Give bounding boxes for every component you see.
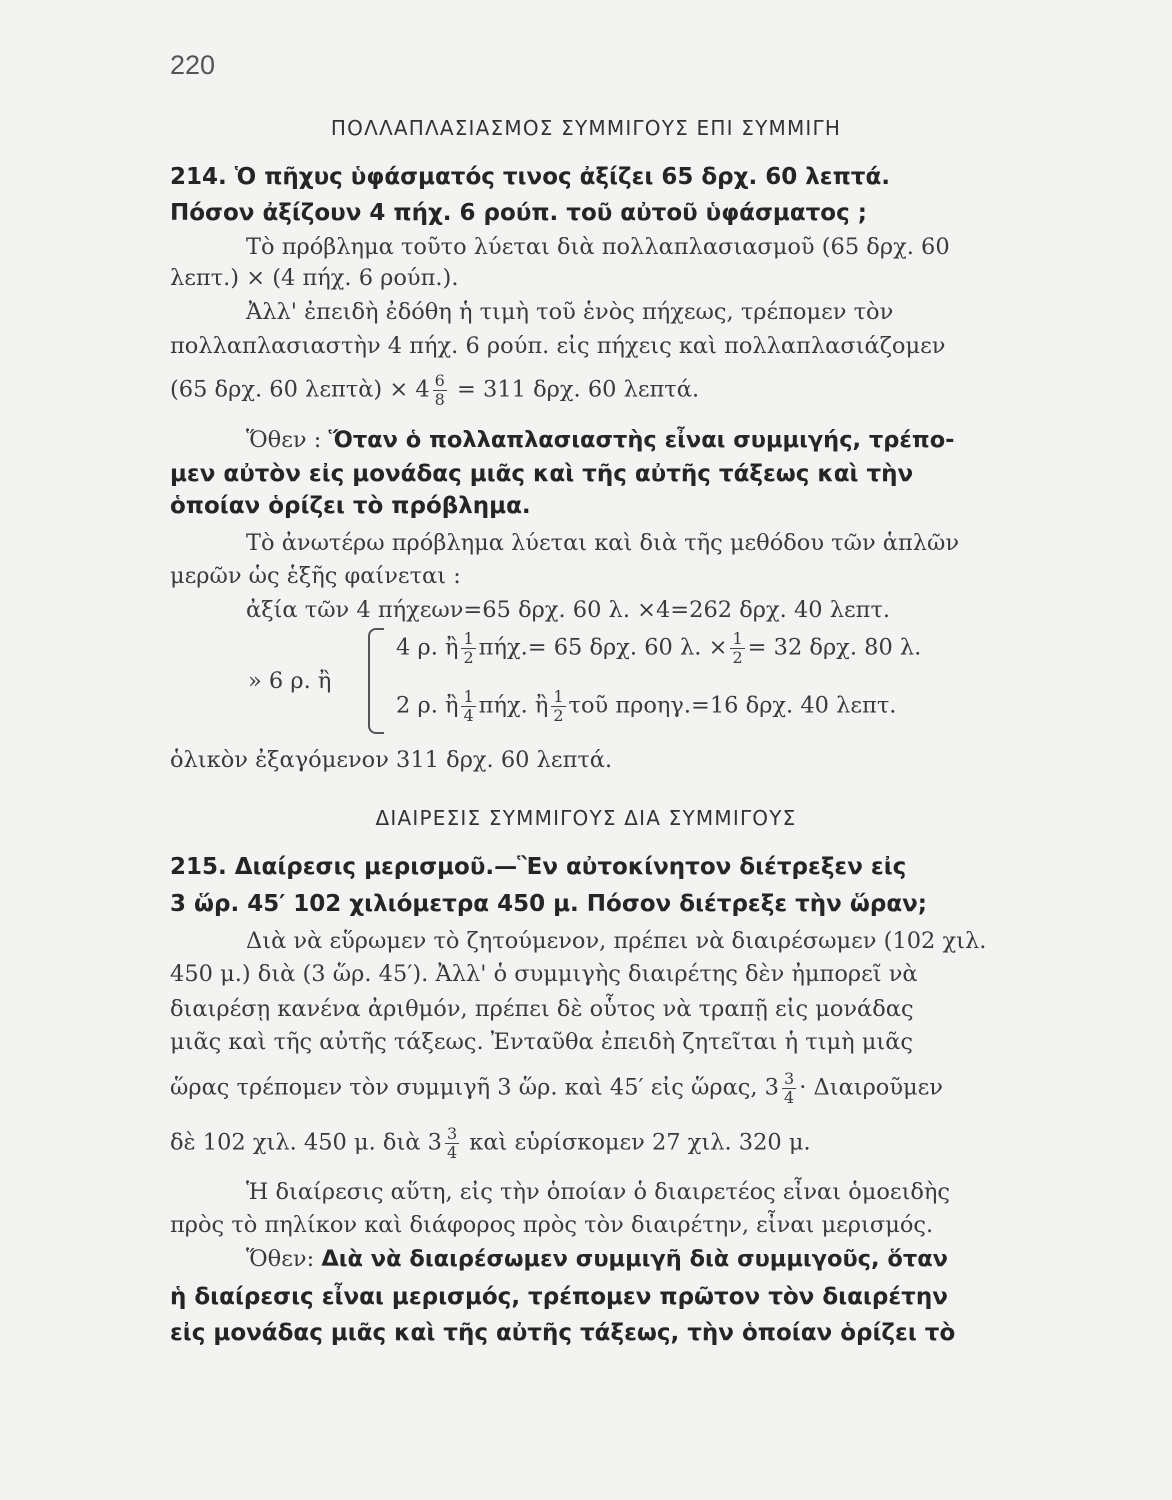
- brace-label: » 6 ρ. ἢ: [248, 668, 332, 694]
- problem-215-line-9: Ἡ διαίρεσις αὕτη, εἰς τὴν ὁποίαν ὁ διαιρετέος εἶναι ὁμοειδὴς: [246, 1179, 951, 1205]
- equation-right: = 311 δρχ. 60 λεπτά.: [457, 376, 700, 403]
- problem-215-line-7: [170, 1070, 1152, 1107]
- rule-line-3: ὁποίαν ὁρίζει τὸ πρόβλημα.: [170, 493, 531, 519]
- fraction: [433, 372, 447, 409]
- brace-row-2: [396, 688, 896, 725]
- fraction: [782, 1070, 796, 1107]
- fraction-denominator: 4: [463, 706, 474, 725]
- section-heading-division: ΔΙΑΙΡΕΣΙΣ ΣΥΜΜΙΓΟΥΣ ΔΙΑ ΣΥΜΜΙΓΟΥΣ: [375, 806, 797, 830]
- equation-left: (65 δρχ. 60 λεπτὰ) × 4: [170, 376, 430, 403]
- brace-row-1-a: 4 ρ. ἢ: [396, 634, 459, 661]
- problem-214-line-12: μερῶν ὡς ἑξῆς φαίνεται :: [170, 563, 461, 589]
- rule-text: Ὅταν ὁ πολλαπλασιαστὴς εἶναι συμμιγής, τρέπο-: [328, 427, 955, 453]
- problem-214-line-13: ἀξία τῶν 4 πήχεων=65 δρχ. 60 λ. ×4=262 δρχ. 40 λεπτ.: [246, 597, 891, 623]
- problem-214-line-11: Τὸ ἀνωτέρω πρόβλημα λύεται καὶ διὰ τῆς μεθόδου τῶν ἁπλῶν: [246, 530, 960, 556]
- fraction-denominator: 8: [434, 390, 445, 409]
- rule-line-2: μεν αὐτὸν εἰς μονάδας μιᾶς καὶ τῆς αὐτῆς τάξεως καὶ τὴν: [170, 461, 914, 487]
- fraction-denominator: 4: [446, 1143, 458, 1162]
- line-7-a: ὥρας τρέπομεν τὸν συμμιγῆ 3 ὥρ. καὶ 45′ εἰς ὥρας, 3: [170, 1074, 779, 1101]
- fraction-numerator: 6: [434, 371, 445, 390]
- problem-215-line-5: διαιρέσῃ κανένα ἀριθμόν, πρέπει δὲ οὗτος νὰ τραπῇ εἰς μονάδας: [170, 996, 914, 1022]
- rule-215-line-3: εἰς μονάδας μιᾶς καὶ τῆς αὐτῆς τάξεως, τὴν ὁποίαν ὁρίζει τὸ: [170, 1320, 956, 1346]
- problem-215-line-10: πρὸς τὸ πηλίκον καὶ διάφορος πρὸς τὸν διαιρέτην, εἶναι μερισμός.: [170, 1212, 934, 1238]
- brace-row-2-b: πήχ. ἢ: [478, 692, 549, 719]
- problem-214-total: ὁλικὸν ἐξαγόμενον 311 δρχ. 60 λεπτά.: [170, 747, 613, 773]
- page-number: 220: [170, 50, 216, 80]
- fraction-denominator: 4: [784, 1088, 795, 1107]
- line-8-a: δὲ 102 χιλ. 450 μ. διὰ 3: [170, 1129, 442, 1156]
- rule-215-line-2: ἡ διαίρεσις εἶναι μερισμός, τρέπομεν πρῶτον τὸν διαιρέτην: [170, 1284, 948, 1310]
- rule-prefix: Ὅθεν:: [246, 1246, 315, 1272]
- fraction-numerator: 1: [463, 629, 474, 648]
- fraction: [551, 688, 565, 725]
- line-7-b: · Διαιροῦμεν: [799, 1074, 943, 1101]
- rule-215-line-1: [246, 1244, 1152, 1274]
- problem-215-line-8: [170, 1125, 1152, 1162]
- fraction-denominator: 2: [553, 706, 564, 725]
- brace-row-1-c: = 32 δρχ. 80 λ.: [747, 634, 922, 661]
- fraction-numerator: 3: [446, 1124, 458, 1143]
- section-heading-multiplication: ΠΟΛΛΑΠΛΑΣΙΑΣΜΟΣ ΣΥΜΜΙΓΟΥΣ ΕΠΙ ΣΥΜΜΙΓΗ: [330, 116, 842, 140]
- problem-214-line-1: 214. Ὁ πῆχυς ὑφάσματός τινος ἀξίζει 65 δρχ. 60 λεπτά.: [170, 164, 890, 190]
- line-8-b: καὶ εὑρίσκομεν 27 χιλ. 320 μ.: [469, 1129, 811, 1156]
- brace-row-1-b: πήχ.= 65 δρχ. 60 λ. ×: [478, 634, 728, 661]
- rule-prefix: Ὅθεν :: [246, 427, 322, 453]
- fraction-numerator: 1: [553, 687, 564, 706]
- problem-214-line-6: πολλαπλασιαστὴν 4 πήχ. 6 ρούπ. εἰς πήχεις καὶ πολλαπλασιάζομεν: [170, 333, 946, 359]
- brace-row-2-a: 2 ρ. ἢ: [396, 692, 459, 719]
- problem-215-line-6: μιᾶς καὶ τῆς αὐτῆς τάξεως. Ἐνταῦθα ἐπειδὴ ζητεῖται ἡ τιμὴ μιᾶς: [170, 1029, 914, 1055]
- fraction-denominator: 2: [732, 648, 743, 667]
- problem-215-line-3: Διὰ νὰ εὕρωμεν τὸ ζητούμενον, πρέπει νὰ διαιρέσωμεν (102 χιλ.: [246, 928, 987, 954]
- problem-214-line-5: Ἀλλ' ἐπειδὴ ἐδόθη ἡ τιμὴ τοῦ ἑνὸς πήχεως, τρέπομεν τὸν: [246, 299, 894, 325]
- problem-214-line-2: Πόσον ἀξίζουν 4 πήχ. 6 ρούπ. τοῦ αὐτοῦ ὑφάσματος ;: [170, 200, 867, 226]
- problem-214-line-3: Τὸ πρόβλημα τοῦτο λύεται διὰ πολλαπλασιασμοῦ (65 δρχ. 60: [246, 234, 950, 260]
- rule-line-1: [246, 425, 1152, 455]
- fraction-numerator: 3: [784, 1069, 795, 1088]
- problem-215-line-2: 3 ὥρ. 45′ 102 χιλιόμετρα 450 μ. Πόσον διέτρεξε τὴν ὥραν;: [170, 891, 927, 917]
- problem-215-line-1: 215. Διαίρεσις μερισμοῦ.—Ἓν αὐτοκίνητον διέτρεξεν εἰς: [170, 854, 907, 880]
- problem-215-line-4: 450 μ.) διὰ (3 ὥρ. 45′). Ἀλλ' ὁ συμμιγὴς διαιρέτης δὲν ἠμπορεῖ νὰ: [170, 961, 918, 987]
- fraction-numerator: 1: [732, 629, 743, 648]
- fraction: [461, 688, 475, 725]
- brace-row-2-c: τοῦ προηγ.=16 δρχ. 40 λεπτ.: [568, 692, 897, 719]
- rule-text: Διὰ νὰ διαιρέσωμεν συμμιγῆ διὰ συμμιγοῦς, ὅταν: [321, 1246, 948, 1272]
- problem-214-equation: [170, 372, 1152, 409]
- fraction: [461, 630, 475, 667]
- fraction: [730, 630, 744, 667]
- fraction-numerator: 1: [463, 687, 474, 706]
- brace-row-1: [396, 630, 921, 667]
- fraction-denominator: 2: [463, 648, 474, 667]
- fraction: [445, 1125, 459, 1162]
- left-brace: [368, 628, 384, 734]
- problem-214-line-4: λεπτ.) × (4 πήχ. 6 ρούπ.).: [170, 265, 459, 291]
